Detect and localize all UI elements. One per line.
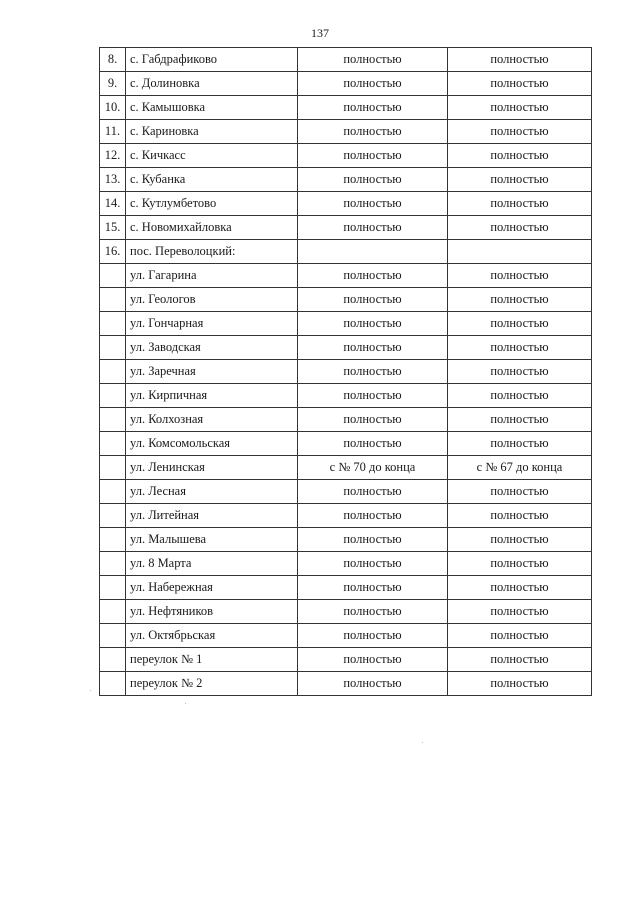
coverage-cell-1: полностью (298, 648, 448, 672)
table-row (100, 216, 592, 240)
table-row (100, 552, 592, 576)
settlement-name-cell: ул. Заречная (126, 360, 298, 384)
coverage-cell-2: полностью (448, 312, 592, 336)
settlement-name-cell: с. Камышовка (126, 96, 298, 120)
settlement-name-cell: пос. Переволоцкий: (126, 240, 298, 264)
coverage-cell-2: полностью (448, 120, 592, 144)
coverage-cell-1: полностью (298, 144, 448, 168)
coverage-cell-2: полностью (448, 288, 592, 312)
scan-speck (422, 742, 423, 743)
coverage-cell-2: полностью (448, 600, 592, 624)
coverage-cell-1: полностью (298, 312, 448, 336)
coverage-cell-1: полностью (298, 216, 448, 240)
row-number-cell: 15. (100, 216, 126, 240)
coverage-cell-2: полностью (448, 432, 592, 456)
coverage-cell-1: полностью (298, 336, 448, 360)
row-number-cell: 16. (100, 240, 126, 264)
settlement-name-cell: ул. Нефтяников (126, 600, 298, 624)
coverage-cell-1: полностью (298, 504, 448, 528)
coverage-cell-2: полностью (448, 336, 592, 360)
coverage-cell-2: с № 67 до конца (448, 456, 592, 480)
table-row (100, 576, 592, 600)
coverage-cell-1: полностью (298, 264, 448, 288)
settlement-name-cell: с. Кариновка (126, 120, 298, 144)
row-number-cell (100, 312, 126, 336)
coverage-cell-2: полностью (448, 576, 592, 600)
table-row (100, 360, 592, 384)
settlement-name-cell: с. Габдрафиково (126, 48, 298, 72)
coverage-cell-2: полностью (448, 648, 592, 672)
row-number-cell (100, 600, 126, 624)
row-number-cell: 14. (100, 192, 126, 216)
scan-speck (90, 690, 91, 691)
table-row (100, 192, 592, 216)
table-row (100, 528, 592, 552)
row-number-cell: 10. (100, 96, 126, 120)
coverage-cell-2 (448, 240, 592, 264)
settlement-name-cell: ул. 8 Марта (126, 552, 298, 576)
settlement-name-cell: ул. Октябрьская (126, 624, 298, 648)
table-row (100, 432, 592, 456)
table-row (100, 408, 592, 432)
table-row (100, 504, 592, 528)
coverage-cell-2: полностью (448, 144, 592, 168)
settlement-name-cell: ул. Литейная (126, 504, 298, 528)
table-row (100, 672, 592, 696)
coverage-cell-1: полностью (298, 168, 448, 192)
row-number-cell (100, 528, 126, 552)
table-row (100, 336, 592, 360)
settlement-name-cell: ул. Малышева (126, 528, 298, 552)
table-row (100, 264, 592, 288)
row-number-cell: 12. (100, 144, 126, 168)
table-row (100, 480, 592, 504)
table-row (100, 600, 592, 624)
row-number-cell: 9. (100, 72, 126, 96)
settlement-name-cell: ул. Гончарная (126, 312, 298, 336)
settlement-name-cell: ул. Геологов (126, 288, 298, 312)
row-number-cell (100, 384, 126, 408)
address-table (99, 47, 592, 696)
settlement-name-cell: ул. Набережная (126, 576, 298, 600)
row-number-cell (100, 288, 126, 312)
coverage-cell-2: полностью (448, 96, 592, 120)
coverage-cell-1: полностью (298, 360, 448, 384)
row-number-cell (100, 576, 126, 600)
row-number-cell (100, 648, 126, 672)
coverage-cell-1: полностью (298, 48, 448, 72)
coverage-cell-1: с № 70 до конца (298, 456, 448, 480)
coverage-cell-2: полностью (448, 168, 592, 192)
address-table-body (100, 48, 592, 696)
row-number-cell (100, 624, 126, 648)
settlement-name-cell: с. Новомихайловка (126, 216, 298, 240)
row-number-cell: 11. (100, 120, 126, 144)
settlement-name-cell: ул. Заводская (126, 336, 298, 360)
row-number-cell (100, 408, 126, 432)
table-row (100, 144, 592, 168)
table-row (100, 288, 592, 312)
row-number-cell: 8. (100, 48, 126, 72)
row-number-cell (100, 504, 126, 528)
table-row (100, 240, 592, 264)
table-row (100, 96, 592, 120)
table-row (100, 120, 592, 144)
coverage-cell-1: полностью (298, 552, 448, 576)
coverage-cell-1: полностью (298, 672, 448, 696)
coverage-cell-2: полностью (448, 480, 592, 504)
table-row (100, 312, 592, 336)
coverage-cell-2: полностью (448, 360, 592, 384)
table-row (100, 48, 592, 72)
row-number-cell: 13. (100, 168, 126, 192)
settlement-name-cell: с. Долиновка (126, 72, 298, 96)
coverage-cell-1: полностью (298, 288, 448, 312)
coverage-cell-2: полностью (448, 192, 592, 216)
coverage-cell-2: полностью (448, 72, 592, 96)
coverage-cell-2: полностью (448, 48, 592, 72)
settlement-name-cell: ул. Ленинская (126, 456, 298, 480)
scan-speck (185, 703, 186, 704)
table-row (100, 168, 592, 192)
page-number: 137 (311, 26, 329, 40)
settlement-name-cell: переулок № 1 (126, 648, 298, 672)
settlement-name-cell: ул. Колхозная (126, 408, 298, 432)
coverage-cell-1 (298, 240, 448, 264)
coverage-cell-2: полностью (448, 528, 592, 552)
coverage-cell-1: полностью (298, 600, 448, 624)
row-number-cell (100, 360, 126, 384)
table-row (100, 648, 592, 672)
settlement-name-cell: ул. Лесная (126, 480, 298, 504)
coverage-cell-2: полностью (448, 264, 592, 288)
coverage-cell-1: полностью (298, 72, 448, 96)
row-number-cell (100, 552, 126, 576)
row-number-cell (100, 264, 126, 288)
row-number-cell (100, 480, 126, 504)
coverage-cell-1: полностью (298, 576, 448, 600)
row-number-cell (100, 456, 126, 480)
coverage-cell-1: полностью (298, 120, 448, 144)
table-row (100, 384, 592, 408)
settlement-name-cell: с. Кутлумбетово (126, 192, 298, 216)
coverage-cell-2: полностью (448, 552, 592, 576)
coverage-cell-1: полностью (298, 624, 448, 648)
coverage-cell-2: полностью (448, 624, 592, 648)
row-number-cell (100, 432, 126, 456)
coverage-cell-1: полностью (298, 96, 448, 120)
row-number-cell (100, 672, 126, 696)
settlement-name-cell: ул. Гагарина (126, 264, 298, 288)
coverage-cell-1: полностью (298, 384, 448, 408)
table-row (100, 456, 592, 480)
row-number-cell (100, 336, 126, 360)
settlement-name-cell: ул. Комсомольская (126, 432, 298, 456)
coverage-cell-1: полностью (298, 408, 448, 432)
table-row (100, 72, 592, 96)
coverage-cell-1: полностью (298, 432, 448, 456)
coverage-cell-2: полностью (448, 672, 592, 696)
settlement-name-cell: переулок № 2 (126, 672, 298, 696)
coverage-cell-2: полностью (448, 216, 592, 240)
settlement-name-cell: с. Кичкасс (126, 144, 298, 168)
coverage-cell-2: полностью (448, 504, 592, 528)
coverage-cell-2: полностью (448, 384, 592, 408)
coverage-cell-1: полностью (298, 480, 448, 504)
coverage-cell-1: полностью (298, 192, 448, 216)
settlement-name-cell: с. Кубанка (126, 168, 298, 192)
coverage-cell-2: полностью (448, 408, 592, 432)
coverage-cell-1: полностью (298, 528, 448, 552)
settlement-name-cell: ул. Кирпичная (126, 384, 298, 408)
table-row (100, 624, 592, 648)
